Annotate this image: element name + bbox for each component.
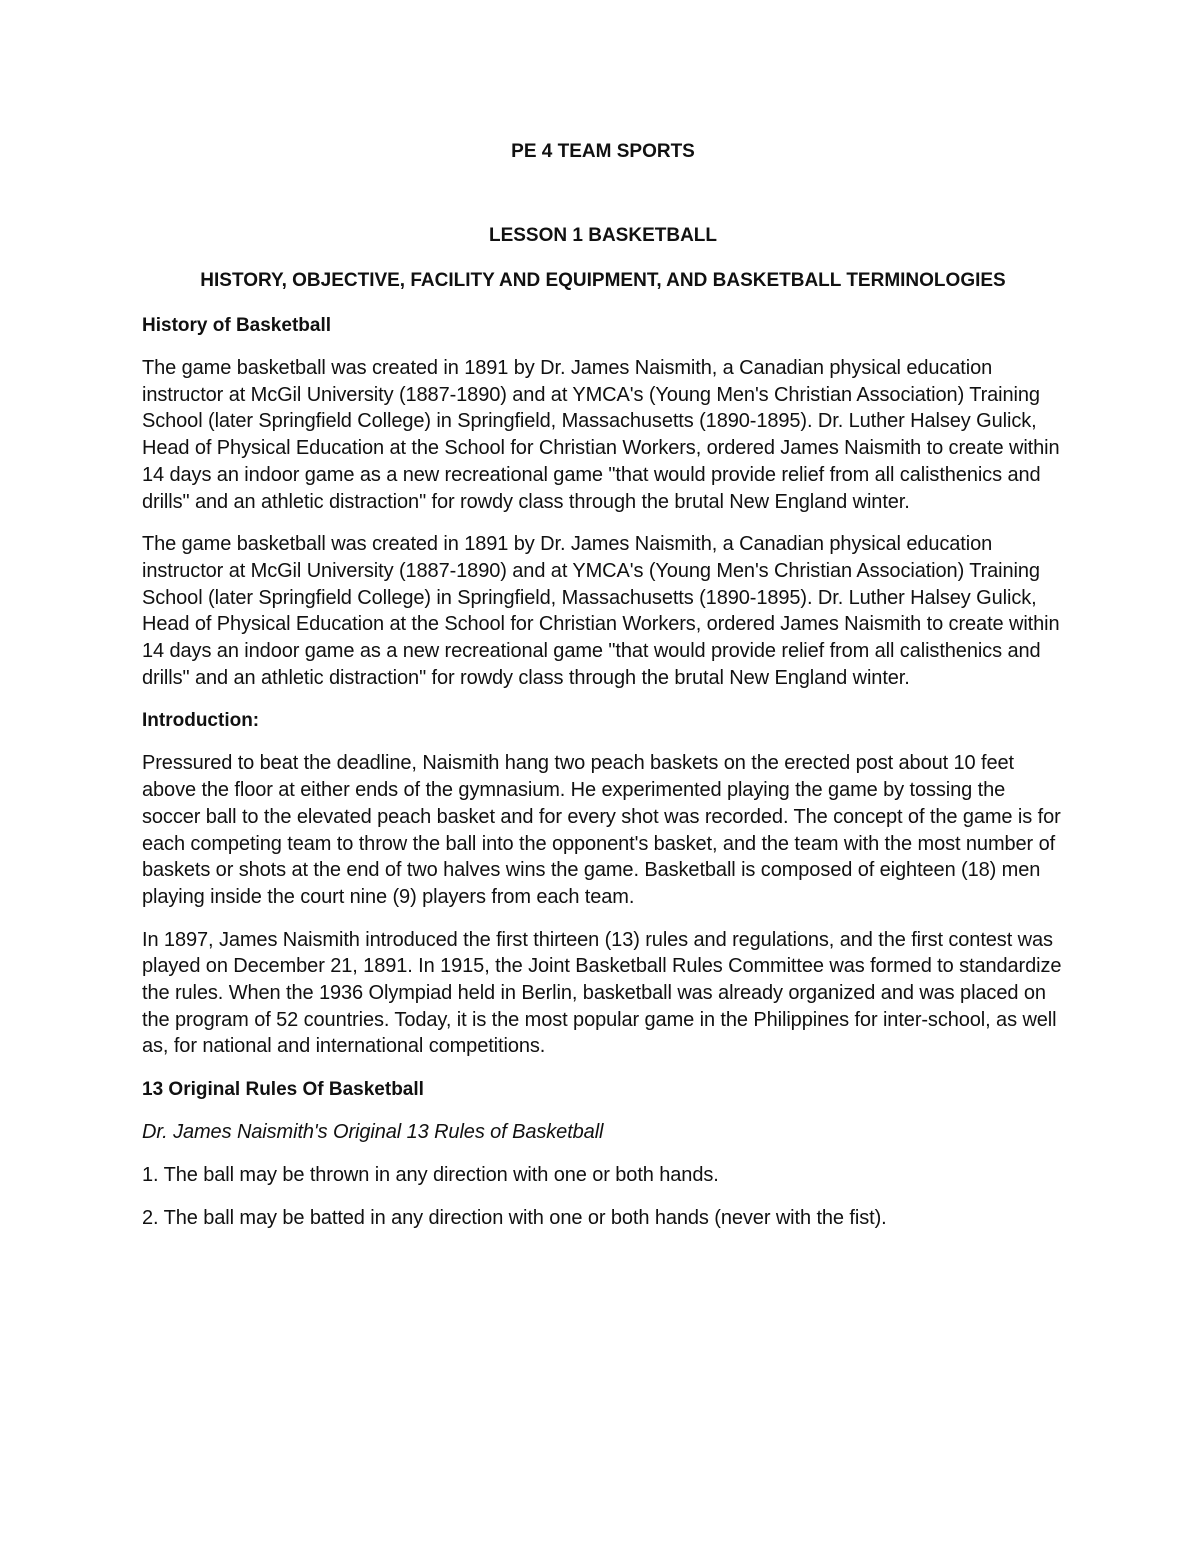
rule-item-1: 1. The ball may be thrown in any direction with one or both hands. [142, 1163, 719, 1186]
history-paragraph-2: The game basketball was created in 1891 by Dr. James Naismith, a Canadian physical education instructor at McGil University (1887-1890) and at YMCA's (Young Men's Christian Association) Training School (later Springfield College) in Springfield, Massachusetts (1890-1895). Dr. Luther Halsey Gulick, Head of Physical Education at the School for Christian Workers, ordered James Naismith to create within 14 days an indoor game as a new recreational game "that would provide relief from all calisthenics and drills" and an athletic distraction" for rowdy class through the brutal New England winter. [142, 533, 1060, 689]
introduction-paragraph-2: In 1897, James Naismith introduced the first thirteen (13) rules and regulations, and the first contest was played on December 21, 1891. In 1915, the Joint Basketball Rules Committee was formed to standardize the rules. When the 1936 Olympiad held in Berlin, basketball was already organized and was placed on the program of 52 countries. Today, it is the most popular game in the Philippines for inter-school, as well as, for national and international competitions. [142, 928, 1062, 1058]
introduction-paragraph-1: Pressured to beat the deadline, Naismith hang two peach baskets on the erected post about 10 feet above the floor at either ends of the gymnasium. He experimented playing the game by tossing the soccer ball to the elevated peach basket and for every shot was recorded. The concept of the game is for each competing team to throw the ball into the opponent's basket, and the team with the most number of baskets or shots at the end of two halves wins the game. Basketball is composed of eighteen (18) men playing inside the court nine (9) players from each team. [142, 752, 1061, 908]
rules-subheading: Dr. James Naismith's Original 13 Rules of Basketball [142, 1121, 604, 1144]
history-paragraph-1: The game basketball was created in 1891 by Dr. James Naismith, a Canadian physical education instructor at McGil University (1887-1890) and at YMCA's (Young Men's Christian Association) Training School (later Springfield College) in Springfield, Massachusetts (1890-1895). Dr. Luther Halsey Gulick, Head of Physical Education at the School for Christian Workers, ordered James Naismith to create within 14 days an indoor game as a new recreational game "that would provide relief from all calisthenics and drills" and an athletic distraction" for rowdy class through the brutal New England winter. [142, 357, 1060, 513]
document-content [142, 138, 1064, 1247]
history-heading: History of Basketball [142, 315, 331, 336]
document-title: PE 4 TEAM SPORTS [511, 141, 695, 162]
lesson-title: LESSON 1 BASKETBALL [488, 225, 718, 246]
rules-heading: 13 Original Rules Of Basketball [142, 1079, 424, 1101]
rule-item-2: 2. The ball may be batted in any direction with one or both hands (never with the fist). [142, 1206, 887, 1229]
introduction-heading: Introduction: [142, 710, 260, 732]
lesson-subtitle: HISTORY, OBJECTIVE, FACILITY AND EQUIPMENT, AND BASKETBALL TERMINOLOGIES [200, 270, 1006, 291]
